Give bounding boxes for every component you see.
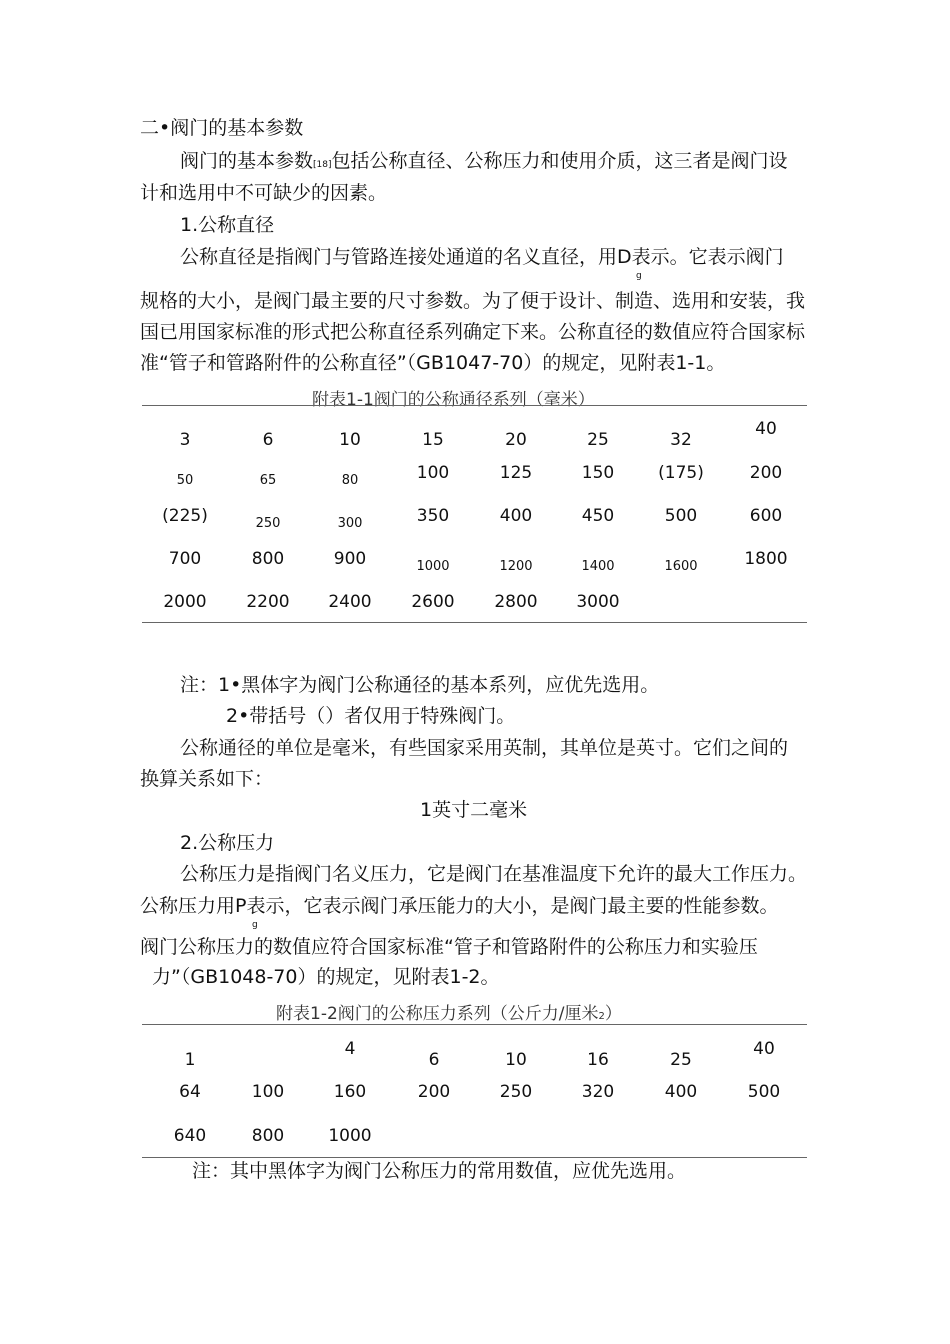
table1-cell: 400 (499, 506, 533, 526)
table1-cell: 800 (251, 549, 285, 569)
table2-top-rule (142, 1024, 807, 1025)
table2-cell: 4 (344, 1039, 356, 1059)
table1-cell: 15 (422, 430, 444, 450)
table1-cell: 3 (179, 430, 191, 450)
unit-para-line-1: 公称通径的单位是毫米，有些国家采用英制，其单位是英寸。它们之间的 (180, 737, 789, 759)
table1-cell: 1400 (581, 559, 615, 574)
pressure-para-line-2: 公称压力用P表示，它表示阀门承压能力的大小，是阀门最主要的性能参数。 (140, 895, 779, 917)
table1-cell: 3000 (576, 592, 620, 612)
table1-cell: 1000 (416, 559, 450, 574)
table2-caption-text: 附表1-2阀门的公称压力系列（公斤力/厘米 (276, 1004, 599, 1024)
table1-cell: 6 (262, 430, 274, 450)
pressure-para-line-3: 阀门公称压力的数值应符合国家标准“管子和管路附件的公称压力和实验压 (140, 936, 758, 958)
table2-cell: 40 (753, 1039, 775, 1059)
table1-cell: 1800 (744, 549, 788, 569)
table1-cell: 600 (749, 506, 783, 526)
table2-cell: 1 (184, 1050, 196, 1070)
reference-marker: [18] (313, 160, 332, 170)
pressure-para-line-4: 力”（GB1048-70）的规定，见附表1-2。 (152, 966, 500, 988)
diameter-para-line-1: 公称直径是指阀门与管路连接处通道的名义直径，用D表示。它表示阀门 (180, 246, 784, 268)
table1-cell: 450 (581, 506, 615, 526)
table1-bottom-rule (142, 622, 807, 623)
table1-cell: 2200 (246, 592, 290, 612)
table1-cell: 65 (259, 473, 277, 488)
conversion-formula: 1英寸二毫米 (420, 799, 528, 821)
intro-line-1 (180, 150, 788, 176)
table2-cell: 640 (173, 1126, 207, 1146)
subheading-nominal-diameter: 1.公称直径 (180, 214, 275, 236)
table2-cell: 160 (333, 1082, 367, 1102)
table1-cell: 2400 (328, 592, 372, 612)
table1-cell: 1200 (499, 559, 533, 574)
table2-cell: 200 (417, 1082, 451, 1102)
table2-cell: 250 (499, 1082, 533, 1102)
diameter-para-line-3: 国已用国家标准的形式把公称直径系列确定下来。公称直径的数值应符合国家标 (140, 321, 806, 343)
table1-cell: 2800 (494, 592, 538, 612)
table1-cell: 80 (341, 473, 359, 488)
table1-cell: 100 (416, 463, 450, 483)
table1-cell: 10 (339, 430, 361, 450)
table2-cell: 1000 (328, 1126, 372, 1146)
table1-note-2: 2•带括号（）者仅用于特殊阀门。 (226, 705, 516, 727)
table1-cell: 2600 (411, 592, 455, 612)
intro-text-a: 阀门的基本参数 (180, 150, 314, 172)
table2-cell: 800 (251, 1126, 285, 1146)
table1-cell: (175) (658, 463, 704, 483)
intro-text-b: 包括公称直径、公称压力和使用介质，这三者是阀门设 (331, 150, 788, 172)
table1-cell: 40 (755, 419, 777, 439)
table1-cell: 1600 (664, 559, 698, 574)
table2-cell: 25 (670, 1050, 692, 1070)
table1-cell: 500 (664, 506, 698, 526)
table1-cell: (225) (162, 506, 208, 526)
table2-note: 注：其中黑体字为阀门公称压力的常用数值，应优先选用。 (192, 1160, 687, 1182)
table1-top-rule (142, 405, 807, 406)
diameter-para-line-4: 准“管子和管路附件的公称直径”（GB1047-70）的规定，见附表1-1。 (140, 352, 726, 374)
table2-bottom-rule (142, 1157, 807, 1158)
diameter-para-line-2: 规格的大小，是阀门最主要的尺寸参数。为了便于设计、制造、选用和安装，我 (140, 290, 806, 312)
table1-cell: 25 (587, 430, 609, 450)
subheading-nominal-pressure: 2.公称压力 (180, 832, 275, 854)
table2-caption (276, 999, 622, 1024)
table2-cell: 320 (581, 1082, 615, 1102)
table1-cell: 350 (416, 506, 450, 526)
intro-line-2: 计和选用中不可缺少的因素。 (140, 182, 388, 204)
table1-note-1: 注：1•黑体字为阀门公称通径的基本系列，应优先选用。 (180, 674, 660, 696)
table2-cell: 16 (587, 1050, 609, 1070)
table2-cell: 10 (505, 1050, 527, 1070)
table1-cell: 20 (505, 430, 527, 450)
table1-caption: 附表1-1阀门的公称通径系列（毫米） (312, 390, 595, 410)
table2-cell: 500 (747, 1082, 781, 1102)
section-title: 二•阀门的基本参数 (140, 117, 304, 139)
table1-cell: 200 (749, 463, 783, 483)
table2-cell: 6 (428, 1050, 440, 1070)
subscript-g: g (636, 271, 642, 281)
unit-para-line-2: 换算关系如下： (140, 768, 274, 790)
table1-cell: 2000 (163, 592, 207, 612)
table2-caption-end: ） (604, 1004, 622, 1024)
subscript-g-2: g (252, 920, 258, 930)
table1-cell: 250 (255, 516, 281, 531)
pressure-para-line-1: 公称压力是指阀门名义压力，它是阀门在基准温度下允许的最大工作压力。 (180, 863, 808, 885)
table2-cell: 64 (179, 1082, 201, 1102)
table1-cell: 150 (581, 463, 615, 483)
table2-cell: 400 (664, 1082, 698, 1102)
table1-cell: 50 (176, 473, 194, 488)
table1-cell: 700 (168, 549, 202, 569)
table1-cell: 32 (670, 430, 692, 450)
table1-cell: 125 (499, 463, 533, 483)
table2-caption-superscript: 2 (598, 1011, 605, 1022)
table1-cell: 900 (333, 549, 367, 569)
table2-cell: 100 (251, 1082, 285, 1102)
table1-cell: 300 (337, 516, 363, 531)
